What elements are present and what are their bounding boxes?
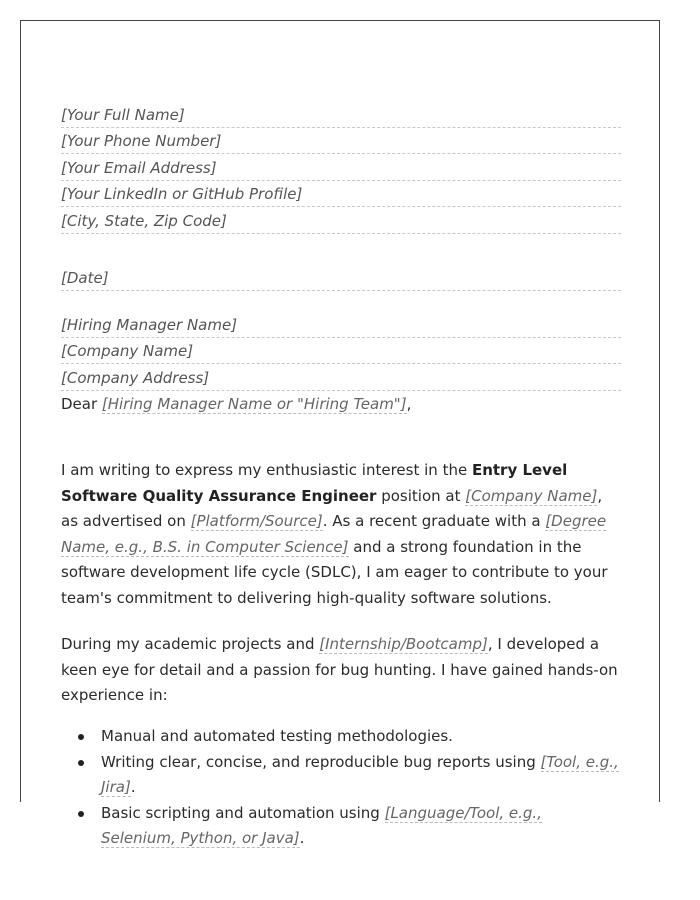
phone-field[interactable]: [Your Phone Number] (61, 128, 621, 154)
letter-page (20, 20, 660, 847)
bullet-2-end: . (130, 778, 136, 796)
intro-paragraph (61, 458, 621, 611)
intro-text-5: and a strong foundation in the software development life cycle (SDLC), I am eager to contribute to your team's commitment to delivering high-quality software solutions. (61, 537, 608, 607)
list-item (101, 801, 621, 852)
hiring-manager-field[interactable]: [Hiring Manager Name] (61, 312, 621, 338)
program-placeholder[interactable]: [Internship/Bootcamp] (319, 635, 488, 653)
bullet-3-end: . (299, 829, 305, 847)
full-name-field[interactable]: [Your Full Name] (61, 102, 621, 128)
salutation-name-placeholder[interactable]: [Hiring Manager Name or "Hiring Team"] (101, 395, 407, 413)
salutation-prefix: Dear (61, 395, 102, 413)
experience-text-1: During my academic projects and (61, 635, 320, 653)
company-placeholder[interactable]: [Company Name] (465, 486, 598, 505)
intro-text-4: . As a recent graduate with a (322, 512, 546, 530)
tool-placeholder[interactable]: [Tool, e.g., Jira] (101, 752, 619, 796)
role-title: Entry Level Software Quality Assurance Engineer (61, 461, 568, 505)
list-item (101, 724, 621, 750)
experience-paragraph (61, 632, 621, 709)
company-address-field[interactable]: [Company Address] (61, 365, 621, 391)
salutation (61, 392, 621, 418)
date-field[interactable]: [Date] (61, 265, 621, 291)
location-field[interactable]: [City, State, Zip Code] (61, 208, 621, 234)
bullet-3-text: Basic scripting and automation using (101, 803, 385, 822)
language-tool-placeholder[interactable]: [Language/Tool, e.g., Selenium, Python, or Java] (101, 803, 542, 847)
list-item (101, 750, 621, 801)
salutation-suffix: , (406, 395, 412, 413)
intro-text-1: I am writing to express my enthusiastic interest in the (61, 461, 472, 479)
intro-text-2: position at (376, 486, 466, 505)
experience-list (61, 724, 621, 852)
degree-placeholder[interactable]: [Degree Name, e.g., B.S. in Computer Science] (61, 512, 607, 556)
bullet-2-text: Writing clear, concise, and reproducible bug reports using (101, 752, 541, 771)
platform-placeholder[interactable]: [Platform/Source] (190, 512, 323, 530)
bullet-1-text: Manual and automated testing methodologies. (101, 727, 453, 745)
company-name-field[interactable]: [Company Name] (61, 338, 621, 364)
profile-field[interactable]: [Your LinkedIn or GitHub Profile] (61, 181, 621, 207)
intro-text-3: , as advertised on (61, 486, 603, 530)
email-field[interactable]: [Your Email Address] (61, 155, 621, 181)
experience-text-2: , I developed a keen eye for detail and a passion for bug hunting. I have gained hands-on experience in: (61, 635, 618, 704)
